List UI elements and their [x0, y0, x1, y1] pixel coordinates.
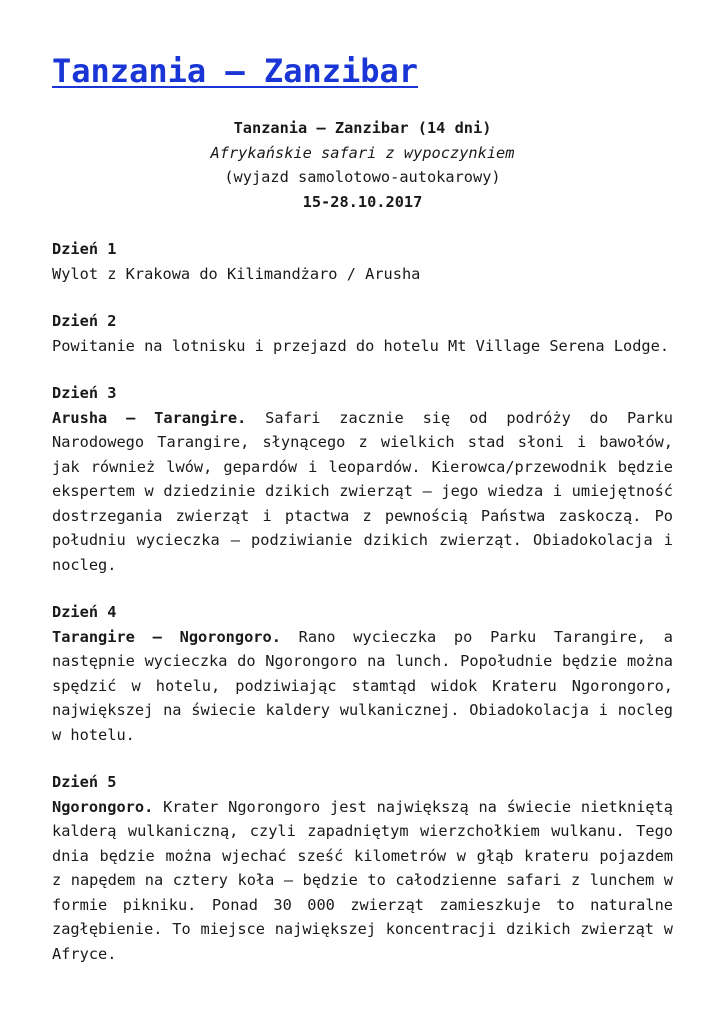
- day-5: [52, 770, 673, 966]
- trip-header: [52, 116, 673, 214]
- day-description: [52, 795, 673, 967]
- trip-transport: (wyjazd samolotowo-autokarowy): [224, 168, 501, 187]
- day-description: [52, 406, 673, 578]
- day-description: [52, 334, 673, 359]
- trip-title: Tanzania – Zanzibar (14 dni): [233, 119, 492, 138]
- day-2: [52, 309, 673, 358]
- day-1: [52, 237, 673, 286]
- day-lead: Tarangire – Ngorongoro.: [52, 627, 281, 646]
- day-body: Safari zacznie się od podróży do Parku Narodowego Tarangire, słynącego z wielkich stad słoni i bawołów, jak również lwów, gepardów i leopardów. Kierowca/przewodnik będzie ekspertem w dziedzinie dzikich zwierząt – jego wiedza i umiejętność dostrzegania zwierząt i ptactwa z pewnością Państwa zaskoczą. Po południu wycieczka – podziwianie dzikich zwierząt. Obiadokolacja i nocleg.: [52, 408, 673, 574]
- day-body: Krater Ngorongoro jest największą na świecie nietkniętą kalderą wulkaniczną, czyli zapadniętym wierzchołkiem wulkanu. Tego dnia będzie można wjechać sześć kilometrów w głąb krateru pojazdem z napędem na cztery koła – będzie to całodzienne safari z lunchem w formie pikniku. Ponad 30 000 zwierząt zamieszkuje to naturalne zagłębienie. To miejsce największej koncentracji dzikich zwierząt w Afryce.: [52, 797, 673, 963]
- day-body: Rano wycieczka po Parku Tarangire, a następnie wycieczka do Ngorongoro na lunch. Popołudnie będzie można spędzić w hotelu, podziwiając stamtąd widok Krateru Ngorongoro, największej na świecie kaldery wulkanicznej. Obiadokolacja i nocleg w hotelu.: [52, 627, 673, 744]
- trip-subtitle: Afrykańskie safari z wypoczynkiem: [210, 143, 515, 162]
- trip-dates: 15-28.10.2017: [302, 192, 423, 211]
- day-heading: Dzień 1: [52, 240, 117, 259]
- day-heading: Dzień 4: [52, 603, 117, 622]
- document-page: [52, 52, 673, 989]
- day-heading: Dzień 2: [52, 312, 117, 331]
- day-body: Powitanie na lotnisku i przejazd do hotelu Mt Village Serena Lodge.: [52, 336, 670, 355]
- day-lead: Arusha – Tarangire.: [52, 408, 247, 427]
- day-heading: Dzień 3: [52, 384, 117, 403]
- day-heading: Dzień 5: [52, 773, 117, 792]
- page-title-link[interactable]: Tanzania – Zanzibar: [52, 52, 419, 90]
- day-description: [52, 262, 673, 287]
- day-4: [52, 600, 673, 747]
- day-3: [52, 381, 673, 577]
- day-description: [52, 625, 673, 748]
- day-body: Wylot z Krakowa do Kilimandżaro / Arusha: [52, 264, 421, 283]
- day-lead: Ngorongoro.: [52, 797, 154, 816]
